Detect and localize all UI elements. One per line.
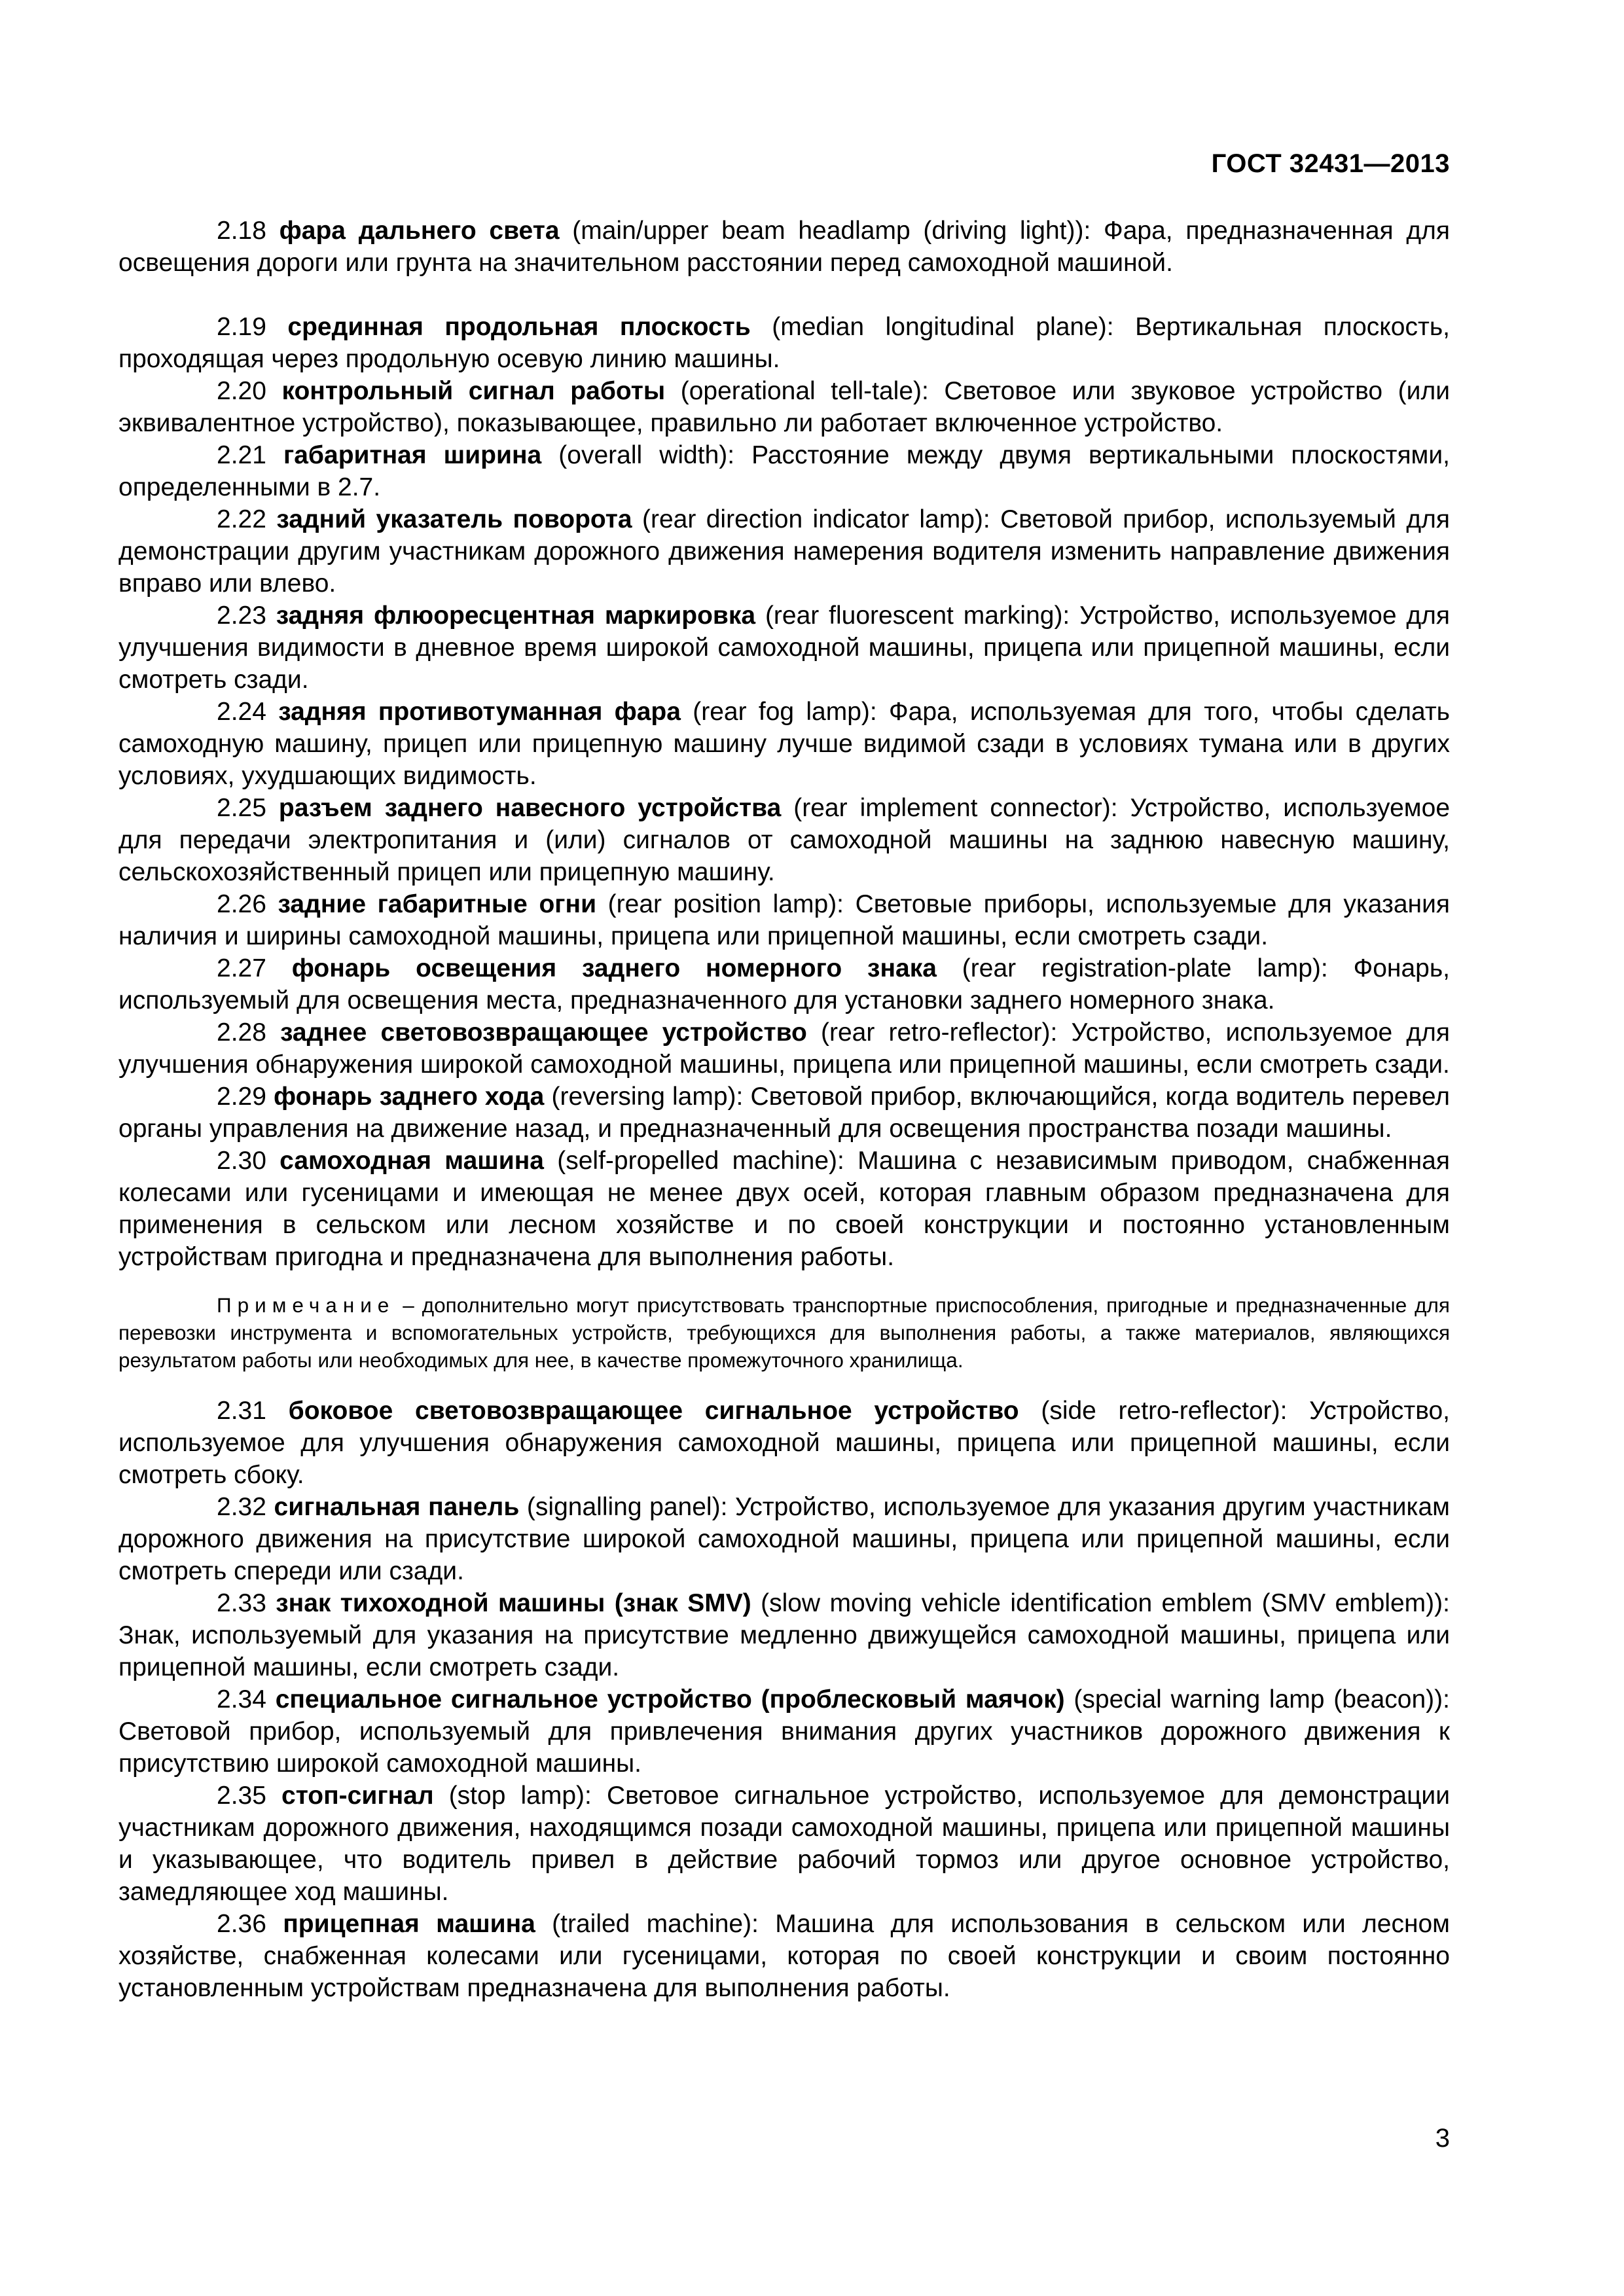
definition-term: стоп-сигнал	[281, 1782, 434, 1810]
definition-text: (slow moving vehicle identification emblem (SMV emblem)): Знак, используемый для указания на присутствие медленно движущейся самоходной машины, прицепа или прицепной машины, если смотреть сзади.	[118, 1589, 1450, 1681]
definition-term: самоходная машина	[280, 1147, 544, 1175]
definition-number: 2.24	[217, 698, 266, 726]
definition-term: задняя противотуманная фара	[278, 698, 681, 726]
definition-text: (side retro-reflector): Устройство, используемое для улучшения обнаружения самоходной машины, прицепа или прицепной машины, если смотреть сбоку.	[118, 1397, 1450, 1489]
definition-number: 2.31	[217, 1397, 266, 1425]
definition-term: прицепная машина	[283, 1910, 535, 1938]
definition-term: задний указатель поворота	[276, 505, 632, 533]
definition-text: (trailed machine): Машина для использования в сельском или лесном хозяйстве, снабженная колесами или гусеницами, которая по своей конструкции и своим постоянно установленным устройствам предназначена для выполнения работы.	[118, 1910, 1450, 2002]
definition-term: контрольный сигнал работы	[281, 377, 666, 405]
definition-number: 2.34	[217, 1685, 266, 1713]
definition-text: (rear registration-plate lamp): Фонарь, используемый для освещения места, предназначенного для установки заднего номерного знака.	[118, 954, 1450, 1014]
definition-2-28	[118, 1016, 1450, 1081]
definition-text: (rear implement connector): Устройство, используемое для передачи электропитания и (или) сигналов от самоходной машины на заднюю навесную машину, сельскохозяйственный прицеп или прицепную машину.	[118, 794, 1451, 886]
definition-2-31	[118, 1395, 1450, 1491]
definition-text: (stop lamp): Световое сигнальное устройство, используемое для демонстрации участникам дорожного движения, находящимся позади самоходной машины, прицепа или прицепной машины и указывающее, что водитель привел в действие рабочий тормоз или другое основное устройство, замедляющее ход машины.	[118, 1782, 1451, 1906]
definition-text: (operational tell-tale): Световое или звуковое устройство (или эквивалентное устройство), показывающее, правильно ли работает включенное устройство.	[118, 377, 1450, 437]
definition-number: 2.26	[217, 890, 266, 918]
definition-2-23	[118, 600, 1450, 696]
definition-2-24	[118, 696, 1450, 792]
definition-2-32	[118, 1491, 1450, 1587]
definition-text: (rear direction indicator lamp): Световой прибор, используемый для демонстрации другим участникам дорожного движения намерения водителя изменить направление движения вправо или влево.	[118, 505, 1450, 598]
definition-2-19	[118, 311, 1450, 375]
page-number: 3	[1435, 2124, 1450, 2153]
definition-text: (median longitudinal plane): Вертикальная плоскость, проходящая через продольную осевую линию машины.	[118, 313, 1450, 373]
note-text: – дополнительно могут присутствовать транспортные приспособления, пригодные и предназначенные для перевозки инструмента и вспомогательных устройств, требующихся для выполнения работы, а также материалов, являющихся результатом работы или необходимых для нее, в качестве промежуточного хранилища.	[118, 1293, 1450, 1372]
definition-text: (rear fog lamp): Фара, используемая для того, чтобы сделать самоходную машину, прицеп или прицепную машину лучше видимой сзади в условиях тумана или в других условиях, ухудшающих видимость.	[118, 698, 1450, 790]
definition-term: задние габаритные огни	[278, 890, 597, 918]
definition-term: габаритная ширина	[283, 441, 542, 469]
definition-number: 2.19	[217, 313, 266, 341]
definition-term: фонарь заднего хода	[274, 1083, 545, 1111]
definition-number: 2.23	[217, 601, 266, 630]
definition-term: заднее световозвращающее устройство	[280, 1018, 807, 1047]
definition-number: 2.22	[217, 505, 266, 533]
definition-term: задняя флюоресцентная маркировка	[276, 601, 756, 630]
definition-text: (reversing lamp): Световой прибор, включающийся, когда водитель перевел органы управления на движение назад, и предназначенный для освещения пространства позади машины.	[118, 1083, 1450, 1143]
definition-text: (rear fluorescent marking): Устройство, используемое для улучшения видимости в дневное время широкой самоходной машины, прицепа или прицепной машины, если смотреть сзади.	[118, 601, 1450, 694]
definition-2-18	[118, 215, 1450, 279]
definition-number: 2.29	[217, 1083, 266, 1111]
definition-number: 2.30	[217, 1147, 266, 1175]
note	[118, 1291, 1450, 1374]
definition-term: сигнальная панель	[274, 1493, 520, 1521]
definitions-body	[118, 215, 1450, 2004]
definition-text: (rear position lamp): Световые приборы, используемые для указания наличия и ширины самоходной машины, прицепа или прицепной машины, если смотреть сзади.	[118, 890, 1450, 950]
definition-text: (rear retro-reflector): Устройство, используемое для улучшения обнаружения широкой самоходной машины, прицепа или прицепной машины, если смотреть сзади.	[118, 1018, 1451, 1079]
definition-2-22	[118, 503, 1450, 600]
definition-2-36	[118, 1908, 1450, 2004]
definition-number: 2.25	[217, 794, 266, 822]
definition-number: 2.35	[217, 1782, 266, 1810]
definition-term: срединная продольная плоскость	[287, 313, 751, 341]
definition-2-25	[118, 792, 1450, 888]
definition-2-21	[118, 439, 1450, 503]
definition-term: специальное сигнальное устройство (проблесковый маячок)	[275, 1685, 1065, 1713]
definition-term: знак тихоходной машины (знак SMV)	[276, 1589, 751, 1617]
definition-term: фара дальнего света	[279, 217, 560, 245]
definition-term: разъем заднего навесного устройства	[278, 794, 782, 822]
definition-number: 2.28	[217, 1018, 266, 1047]
definition-text: (special warning lamp (beacon)): Световой прибор, используемый для привлечения внимания других участников дорожного движения к присутствию широкой самоходной машины.	[118, 1685, 1450, 1778]
definition-term: фонарь освещения заднего номерного знака	[291, 954, 937, 982]
definition-2-27	[118, 952, 1450, 1016]
standard-designation: ГОСТ 32431—2013	[1211, 149, 1450, 178]
definition-text: (signalling panel): Устройство, используемое для указания другим участникам дорожного движения на присутствие широкой самоходной машины, прицепа или прицепной машины, если смотреть спереди или сзади.	[118, 1493, 1450, 1585]
definition-2-26	[118, 888, 1450, 952]
definition-2-34	[118, 1683, 1450, 1780]
definition-2-30	[118, 1145, 1450, 1273]
definition-text: (overall width): Расстояние между двумя вертикальными плоскостями, определенными в 2.7.	[118, 441, 1450, 501]
definition-number: 2.32	[217, 1493, 266, 1521]
definition-term: боковое световозвращающее сигнальное устройство	[288, 1397, 1019, 1425]
definition-2-35	[118, 1780, 1450, 1908]
definition-number: 2.36	[217, 1910, 266, 1938]
note-label: Примечание	[217, 1293, 395, 1317]
definition-2-20	[118, 375, 1450, 439]
definition-2-29	[118, 1081, 1450, 1145]
definition-number: 2.20	[217, 377, 266, 405]
definition-number: 2.18	[217, 217, 266, 245]
definition-number: 2.33	[217, 1589, 266, 1617]
definition-number: 2.27	[217, 954, 266, 982]
definition-text: (self-propelled machine): Машина с независимым приводом, снабженная колесами или гусеницами и имеющая не менее двух осей, которая главным образом предназначена для применения в сельском или лесном хозяйстве и по своей конструкции и постоянно установленным устройствам пригодна и предназначена для выполнения работы.	[118, 1147, 1450, 1271]
definition-2-33	[118, 1587, 1450, 1683]
definition-number: 2.21	[217, 441, 266, 469]
definition-text: (main/upper beam headlamp (driving light)): Фара, предназначенная для освещения дороги или грунта на значительном расстоянии перед самоходной машиной.	[118, 217, 1451, 277]
